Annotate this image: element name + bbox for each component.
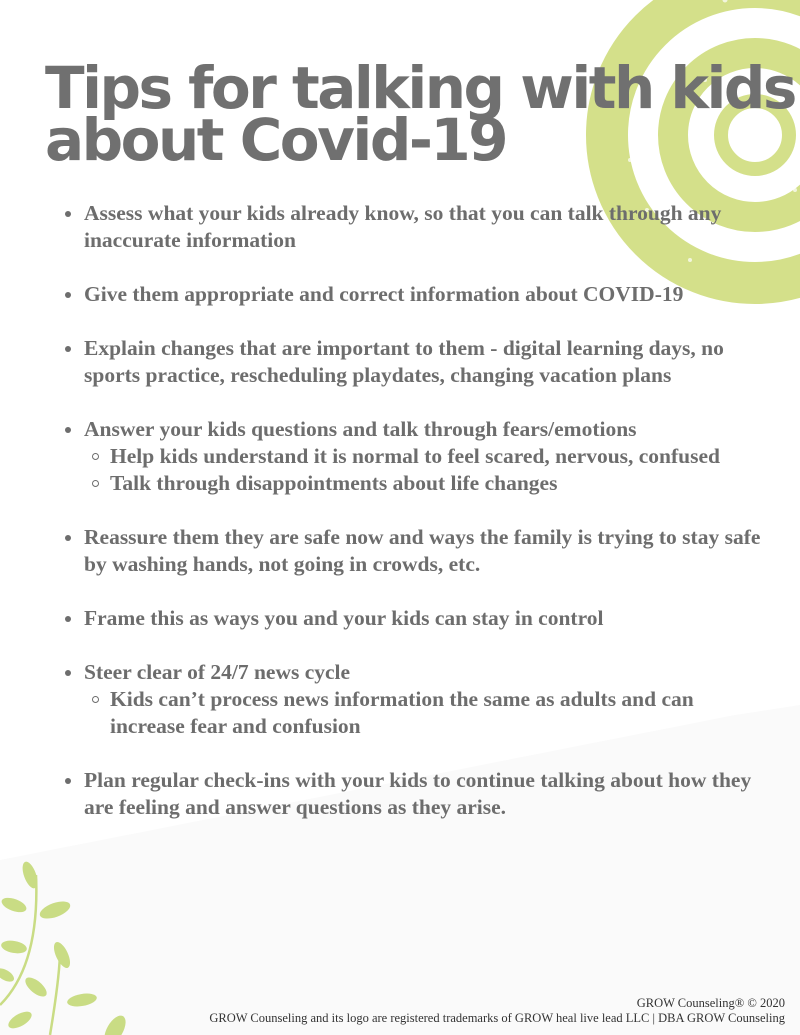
tip-item — [84, 524, 764, 578]
sub-tip-item: Help kids understand it is normal to feel scared, nervous, confused — [110, 443, 764, 470]
tip-text: Steer clear of 24/7 news cycle — [84, 660, 351, 684]
title-line-1: Tips for talking with kids — [45, 54, 795, 122]
sub-tip-item: Talk through disappointments about life changes — [110, 470, 764, 497]
tip-item — [84, 659, 764, 740]
title-line-2: about Covid-19 — [45, 106, 507, 174]
tip-item — [84, 416, 764, 497]
tip-item — [84, 767, 764, 821]
tip-item — [84, 200, 764, 254]
tip-text: Reassure them they are safe now and ways the family is trying to stay safe by washing hands, not going in crowds, etc. — [84, 525, 761, 576]
tip-text: Explain changes that are important to them - digital learning days, no sports practice, rescheduling playdates, changing vacation plans — [84, 336, 724, 387]
tips-list — [62, 200, 764, 848]
tip-item — [84, 605, 764, 632]
sub-tips-list — [84, 443, 764, 497]
sub-tips-list — [84, 686, 764, 740]
footer — [209, 996, 785, 1026]
copyright-text: GROW Counseling® © 2020 — [636, 996, 785, 1010]
tip-text: Assess what your kids already know, so that you can talk through any inaccurate information — [84, 201, 722, 252]
sub-tip-item: Kids can’t process news information the same as adults and can increase fear and confusion — [110, 686, 764, 740]
tip-item — [84, 281, 764, 308]
tip-text: Plan regular check-ins with your kids to continue talking about how they are feeling and answer questions as they arise. — [84, 768, 752, 819]
trademark-text: GROW Counseling and its logo are registered trademarks of GROW heal live lead LLC | DBA GROW Counseling — [209, 1011, 785, 1025]
tip-text: Answer your kids questions and talk through fears/emotions — [84, 417, 637, 441]
leaf-vine-decoration-icon — [0, 855, 130, 1035]
tip-item — [84, 335, 764, 389]
tip-text: Frame this as ways you and your kids can stay in control — [84, 606, 604, 630]
tip-text: Give them appropriate and correct information about COVID-19 — [84, 282, 684, 306]
page-title — [45, 54, 795, 174]
